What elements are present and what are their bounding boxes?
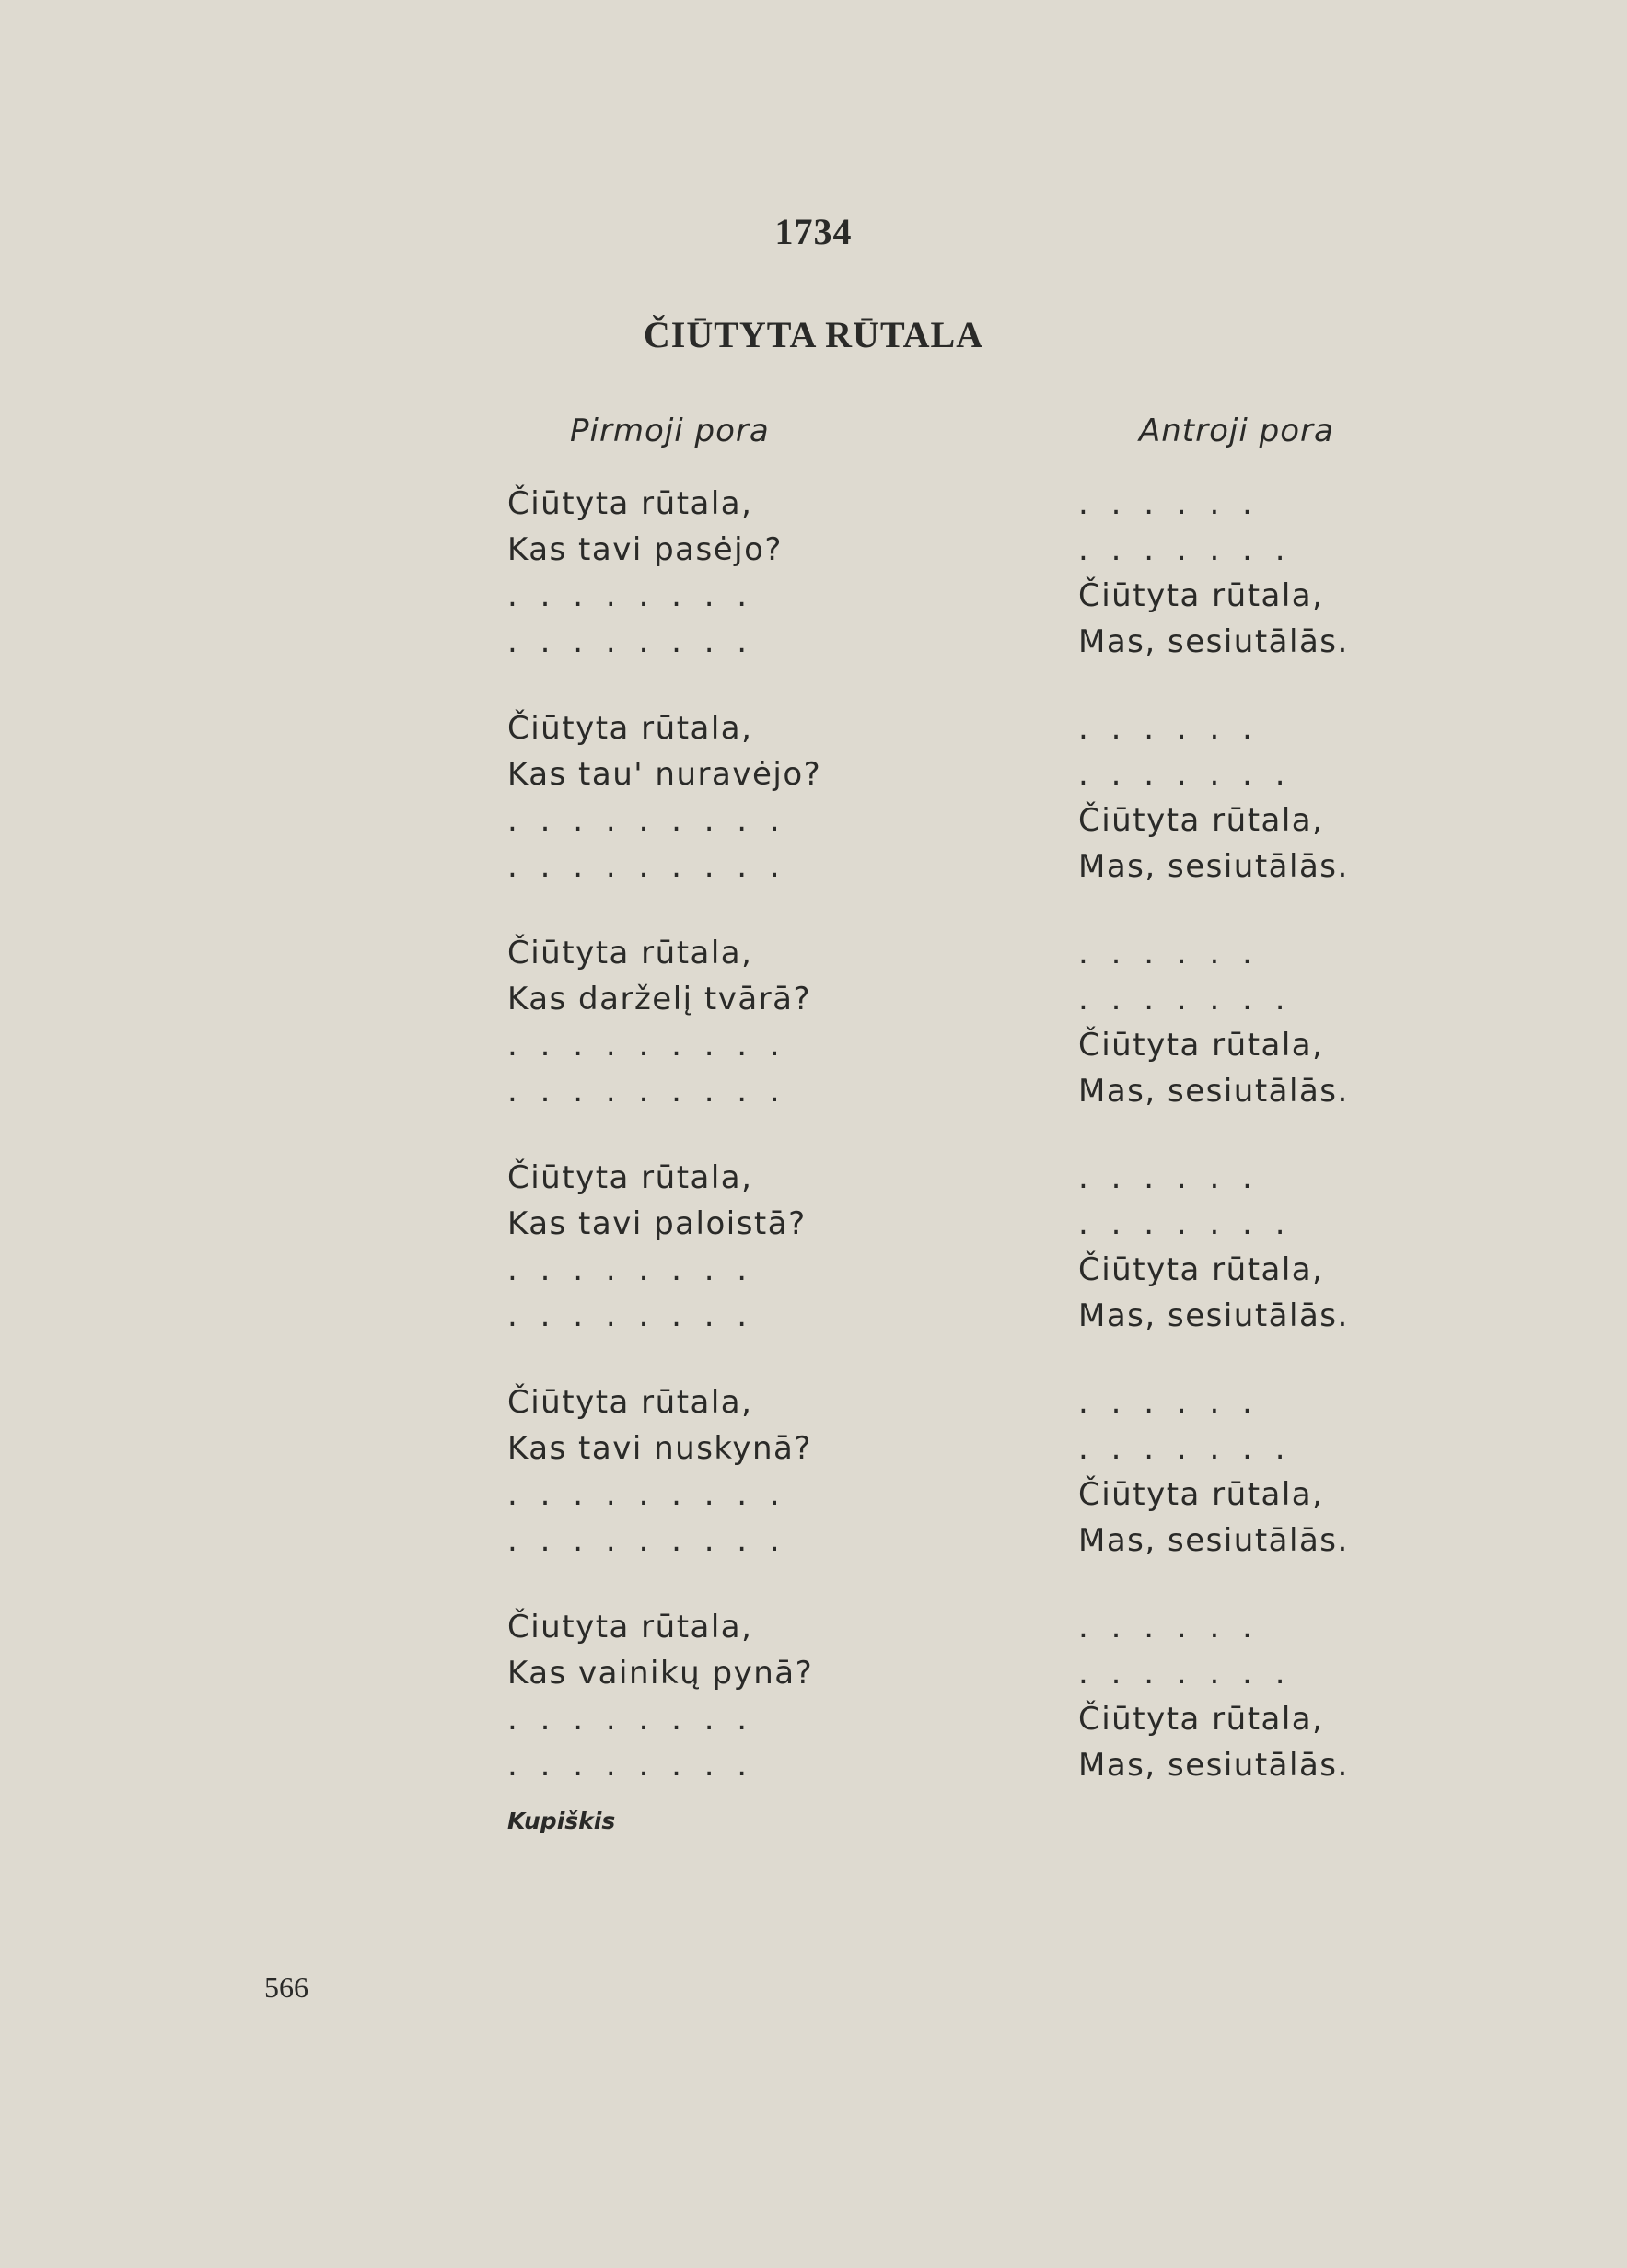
verse-line: Čiūtyta rūtala, bbox=[1078, 577, 1324, 614]
verse-line: . . . . . . bbox=[1078, 485, 1259, 522]
stanza bbox=[507, 481, 821, 705]
stanza bbox=[507, 1379, 821, 1604]
first-pair-heading: Pirmoji pora bbox=[570, 413, 770, 449]
stanza bbox=[1078, 1155, 1349, 1379]
verse-line: Kas tavi nuskynā? bbox=[507, 1430, 812, 1467]
verse-line: . . . . . . . . . bbox=[507, 1476, 786, 1513]
song-title: ČIŪTYTA RŪTALA bbox=[643, 314, 984, 355]
verse-line: Čiūtyta rūtala, bbox=[1078, 1701, 1324, 1738]
second-pair-column bbox=[1078, 481, 1349, 1829]
verse-line: Mas, sesiutālās. bbox=[1078, 1073, 1349, 1110]
verse-line: . . . . . . . . bbox=[507, 623, 754, 660]
verse-line: . . . . . . bbox=[1078, 935, 1259, 971]
verse-line: Čiūtyta rūtala, bbox=[507, 1159, 753, 1196]
verse-line: . . . . . . . . bbox=[507, 1297, 754, 1334]
verse-line: . . . . . . . . . bbox=[507, 802, 786, 839]
verse-line: Mas, sesiutālās. bbox=[1078, 1522, 1349, 1559]
verse-line: Mas, sesiutālās. bbox=[1078, 623, 1349, 660]
verse-line: Čiūtyta rūtala, bbox=[507, 485, 753, 522]
verse-line: . . . . . . . . . bbox=[507, 1073, 786, 1110]
verse-line: . . . . . . bbox=[1078, 1159, 1259, 1196]
page-number: 566 bbox=[264, 1971, 308, 2004]
verse-line: . . . . . . bbox=[1078, 1384, 1259, 1421]
verse-line: Čiūtyta rūtala, bbox=[1078, 1476, 1324, 1513]
location-label: Kupiškis bbox=[507, 1808, 616, 1834]
verse-line: . . . . . . . bbox=[1078, 531, 1292, 568]
verse-line: . . . . . . . . . bbox=[507, 848, 786, 885]
verse-line: Čiūtyta rūtala, bbox=[1078, 802, 1324, 839]
verse-line: Kas vainikų pynā? bbox=[507, 1655, 814, 1692]
verse-line: Kas tavi paloistā? bbox=[507, 1205, 807, 1242]
verse-line: Kas tau' nuravėjo? bbox=[507, 756, 822, 793]
verse-line: Čiūtyta rūtala, bbox=[1078, 1027, 1324, 1064]
stanza bbox=[1078, 705, 1349, 930]
verse-line: Čiutyta rūtala, bbox=[507, 1609, 753, 1646]
verse-line: . . . . . . . bbox=[1078, 1655, 1292, 1692]
stanza bbox=[1078, 1379, 1349, 1604]
verse-line: . . . . . . bbox=[1078, 710, 1259, 747]
verse-line: . . . . . . . . . bbox=[507, 1027, 786, 1064]
verse-line: Čiūtyta rūtala, bbox=[507, 935, 753, 971]
stanza bbox=[1078, 1604, 1349, 1829]
stanza bbox=[507, 1155, 821, 1379]
stanza bbox=[1078, 930, 1349, 1155]
verse-line: . . . . . . . bbox=[1078, 1430, 1292, 1467]
stanza bbox=[1078, 481, 1349, 705]
second-pair-heading: Antroji pora bbox=[1139, 413, 1334, 449]
first-pair-column bbox=[507, 481, 821, 1829]
verse-line: . . . . . . . . bbox=[507, 1251, 754, 1288]
verse-line: Mas, sesiutālās. bbox=[1078, 1297, 1349, 1334]
stanza bbox=[507, 1604, 821, 1829]
song-number: 1734 bbox=[774, 211, 853, 252]
verse-line: . . . . . . . bbox=[1078, 756, 1292, 793]
stanza bbox=[507, 930, 821, 1155]
verse-line: Mas, sesiutālās. bbox=[1078, 848, 1349, 885]
verse-line: Kas tavi pasėjo? bbox=[507, 531, 783, 568]
verse-line: . . . . . . . . bbox=[507, 577, 754, 614]
verse-line: Čiūtyta rūtala, bbox=[507, 1384, 753, 1421]
stanza bbox=[507, 705, 821, 930]
verse-line: . . . . . . . bbox=[1078, 1205, 1292, 1242]
verse-line: Čiūtyta rūtala, bbox=[1078, 1251, 1324, 1288]
verse-line: . . . . . . . . bbox=[507, 1701, 754, 1738]
verse-line: Mas, sesiutālās. bbox=[1078, 1747, 1349, 1784]
verse-line: . . . . . . . bbox=[1078, 981, 1292, 1018]
verse-line: . . . . . . . . bbox=[507, 1747, 754, 1784]
verse-line: Čiūtyta rūtala, bbox=[507, 710, 753, 747]
verse-line: . . . . . . . . . bbox=[507, 1522, 786, 1559]
verse-line: Kas darželį tvārā? bbox=[507, 981, 812, 1018]
verse-line: . . . . . . bbox=[1078, 1609, 1259, 1646]
